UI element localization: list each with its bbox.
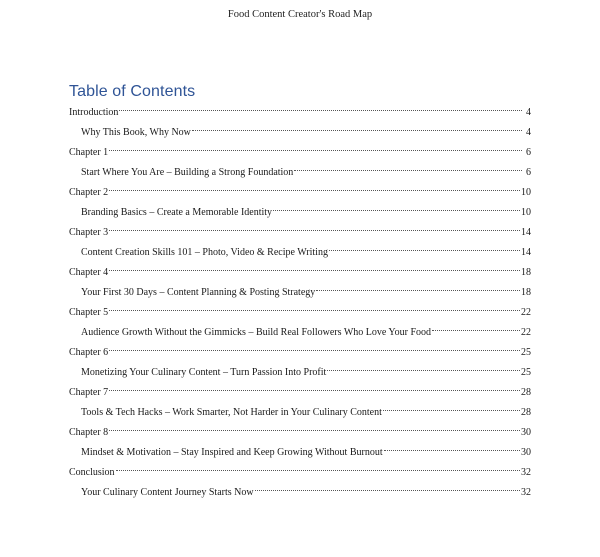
toc-entry-label: Chapter 4 (69, 267, 109, 278)
toc-page-number: 14 (521, 227, 531, 238)
toc-entry-mindset-motivation[interactable] (69, 443, 531, 463)
toc-page-number: 28 (521, 407, 531, 418)
dot-leader (316, 289, 520, 291)
toc-page-number: 32 (521, 467, 531, 478)
toc-page-number: 18 (521, 287, 531, 298)
toc-page-number: 6 (526, 167, 531, 178)
toc-entry-label: Chapter 5 (69, 307, 109, 318)
toc-entry-chapter-2[interactable] (69, 183, 531, 203)
toc-entry-label: Your Culinary Content Journey Starts Now (81, 487, 254, 498)
dot-leader (255, 489, 520, 491)
dot-leader (109, 189, 520, 191)
toc-entry-tools-tech-hacks[interactable] (69, 403, 531, 423)
toc-entry-chapter-5[interactable] (69, 303, 531, 323)
toc-entry-label: Monetizing Your Culinary Content – Turn Passion Into Profit (81, 367, 327, 378)
toc-page-number: 6 (526, 147, 531, 158)
toc-entry-chapter-6[interactable] (69, 343, 531, 363)
dot-leader (383, 409, 520, 411)
toc-entry-chapter-3[interactable] (69, 223, 531, 243)
toc-page-number: 30 (521, 427, 531, 438)
toc-entry-label: Branding Basics – Create a Memorable Identity (81, 207, 273, 218)
toc-page-number: 28 (521, 387, 531, 398)
running-header: Food Content Creator's Road Map (227, 9, 373, 20)
toc-entry-label: Start Where You Are – Building a Strong Foundation (81, 167, 294, 178)
toc-entry-start-where-you-are[interactable] (69, 163, 531, 183)
toc-entry-label: Chapter 1 (69, 147, 109, 158)
toc-page-number: 25 (521, 367, 531, 378)
dot-leader (109, 229, 520, 231)
toc-page-number: 32 (521, 487, 531, 498)
toc-page-number: 14 (521, 247, 531, 258)
toc-page-number: 18 (521, 267, 531, 278)
dot-leader (432, 329, 520, 331)
dot-leader (384, 449, 520, 451)
toc-entry-chapter-8[interactable] (69, 423, 531, 443)
toc-entry-chapter-7[interactable] (69, 383, 531, 403)
toc-entry-label: Audience Growth Without the Gimmicks – Build Real Followers Who Love Your Food (81, 327, 432, 338)
toc-entry-label: Your First 30 Days – Content Planning & Posting Strategy (81, 287, 316, 298)
toc-entry-label: Chapter 6 (69, 347, 109, 358)
toc-entry-journey-starts-now[interactable] (69, 483, 531, 503)
toc-page-number: 4 (526, 107, 531, 118)
toc-page-number: 4 (526, 127, 531, 138)
toc-entry-content-creation-skills[interactable] (69, 243, 531, 263)
toc-page-number: 10 (521, 207, 531, 218)
dot-leader (294, 169, 522, 171)
toc-entry-label: Why This Book, Why Now (81, 127, 191, 138)
dot-leader (119, 109, 522, 111)
toc-entry-introduction[interactable] (69, 103, 531, 123)
toc-title: Table of Contents (69, 83, 196, 100)
dot-leader (273, 209, 520, 211)
toc-page-number: 22 (521, 307, 531, 318)
dot-leader (109, 309, 520, 311)
toc-entry-first-30-days[interactable] (69, 283, 531, 303)
dot-leader (109, 349, 520, 351)
toc-entry-label: Content Creation Skills 101 – Photo, Video & Recipe Writing (81, 247, 328, 258)
toc-entry-label: Tools & Tech Hacks – Work Smarter, Not Harder in Your Culinary Content (81, 407, 382, 418)
dot-leader (116, 469, 520, 471)
toc-entry-label: Introduction (69, 107, 119, 118)
toc-entry-why-this-book[interactable] (69, 123, 531, 143)
toc-page-number: 10 (521, 187, 531, 198)
dot-leader (109, 389, 520, 391)
toc-page-number: 25 (521, 347, 531, 358)
toc-entry-label: Mindset & Motivation – Stay Inspired and Keep Growing Without Burnout (81, 447, 383, 458)
dot-leader (109, 429, 520, 431)
toc-entry-label: Conclusion (69, 467, 115, 478)
toc-entry-conclusion[interactable] (69, 463, 531, 483)
toc-page-number: 22 (521, 327, 531, 338)
toc-list (69, 103, 531, 503)
toc-entry-monetizing[interactable] (69, 363, 531, 383)
dot-leader (192, 129, 522, 131)
toc-entry-chapter-4[interactable] (69, 263, 531, 283)
toc-page-number: 30 (521, 447, 531, 458)
toc-entry-branding-basics[interactable] (69, 203, 531, 223)
toc-entry-label: Chapter 7 (69, 387, 109, 398)
toc-entry-chapter-1[interactable] (69, 143, 531, 163)
dot-leader (329, 249, 520, 251)
toc-entry-label: Chapter 2 (69, 187, 109, 198)
dot-leader (109, 269, 520, 271)
toc-entry-label: Chapter 8 (69, 427, 109, 438)
toc-entry-audience-growth[interactable] (69, 323, 531, 343)
dot-leader (327, 369, 520, 371)
toc-entry-label: Chapter 3 (69, 227, 109, 238)
dot-leader (109, 149, 522, 151)
